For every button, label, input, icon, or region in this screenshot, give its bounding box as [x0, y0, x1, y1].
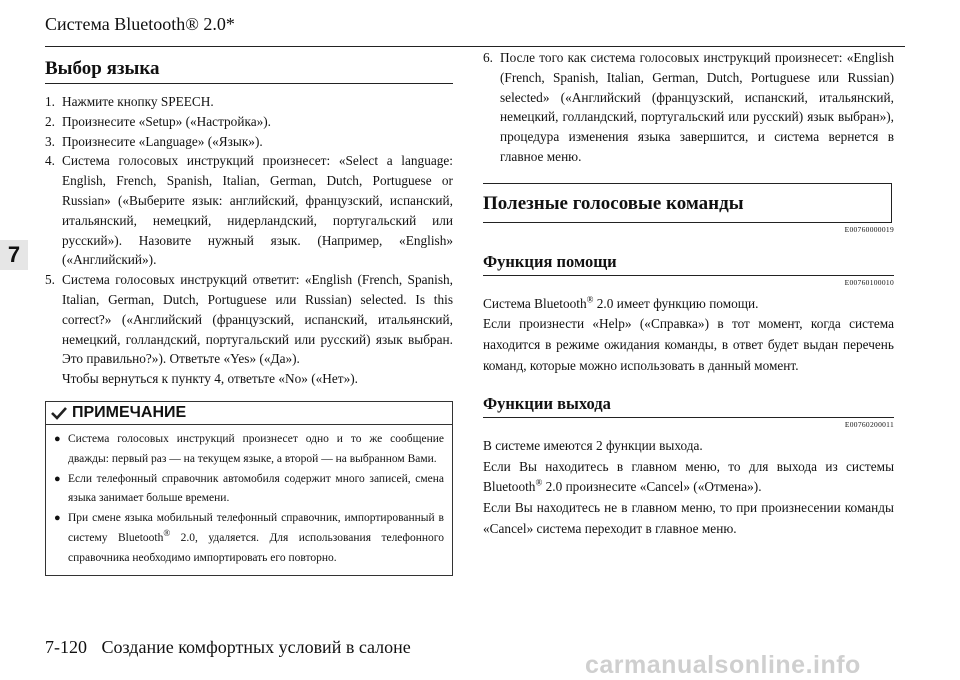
step-item	[45, 132, 453, 152]
step-paragraph: Чтобы вернуться к пункту 4, ответьте «No» («Нет»).	[62, 371, 358, 387]
step-paragraph: Нажмите кнопку SPEECH.	[62, 94, 214, 109]
step-number: 1.	[45, 94, 55, 109]
note-item	[54, 430, 444, 470]
bullet-icon: ●	[54, 432, 61, 445]
reference-code: E00760000019	[844, 224, 894, 234]
step-item	[45, 270, 453, 389]
step-paragraph: Произнесите «Setup» («Настройка»).	[62, 113, 272, 129]
reference-code: E00760200011	[844, 420, 894, 430]
note-header	[46, 402, 452, 425]
right-column	[483, 48, 894, 539]
watermark: carmanualsonline.info	[585, 651, 861, 679]
help-text	[483, 294, 894, 376]
step-paragraph: Произнесите «Language» («Язык»).	[62, 133, 263, 149]
section-divider	[45, 83, 453, 84]
step-item	[45, 112, 453, 132]
note-text: При смене языка мобильный телефонный справочник, импортированный в систему Bluetooth® 2.0, удаляется. Для использования телефонного справочника необходимо импортировать его повторно.	[68, 512, 444, 564]
note-item	[54, 509, 444, 568]
step-text	[62, 151, 453, 270]
bullet-icon: ●	[54, 512, 61, 525]
step-number: 3.	[45, 133, 55, 149]
step-paragraph: Система голосовых инструкций произнесет: «Select a language: English, French, Spanish, Italian, German, Dutch, Portuguese or Russian» («Выберите язык: английский, французский, испанский, итальянский, немецкий, нидерландский, португальский или русский»). Назовите нужный язык. (Например, «English» («Английский»).	[62, 153, 453, 268]
paragraph: В системе имеются 2 функции выхода.	[483, 438, 703, 454]
bullet-icon: ●	[54, 472, 61, 485]
note-label: ПРИМЕЧАНИЕ	[72, 403, 187, 421]
exit-text	[483, 436, 894, 539]
left-column	[45, 54, 453, 576]
footer-chapter-title: Создание комфортных условий в салоне	[101, 637, 411, 657]
page-header-title: Система Bluetooth® 2.0*	[45, 14, 235, 34]
step-number: 6.	[483, 50, 493, 65]
step-number: 5.	[45, 272, 55, 288]
step-number: 4.	[45, 153, 55, 169]
step-text	[62, 112, 453, 132]
subsection-title-help: Функция помощи	[483, 252, 894, 276]
page-number: 7-120	[45, 637, 87, 657]
note-text: Если телефонный справочник автомобиля содержит много записей, смена языка занимает больше времени.	[68, 472, 444, 505]
subsection-title-exit: Функции выхода	[483, 394, 894, 418]
paragraph: Система Bluetooth® 2.0 имеет функцию помощи.	[483, 294, 759, 311]
note-list	[46, 425, 452, 575]
note-box	[45, 401, 453, 576]
step-item	[45, 151, 453, 270]
paragraph: Если Вы находитесь не в главном меню, то при произнесении команды «Cancel» система переходит в главное меню.	[483, 499, 894, 536]
section-title-useful-commands: Полезные голосовые команды	[483, 183, 892, 223]
step-item	[45, 92, 453, 112]
steps-list-continued	[483, 48, 894, 167]
checkmark-icon	[50, 406, 68, 420]
note-item	[54, 470, 444, 510]
paragraph: Если произнести «Help» («Справка») в тот момент, когда система находится в режиме ожидания команды, в ответ будет выдан перечень команд, которые можно использовать в данный момент.	[483, 316, 894, 373]
step-text	[62, 270, 453, 389]
step-item	[483, 48, 894, 167]
paragraph: Если Вы находитесь в главном меню, то для выхода из системы Bluetooth® 2.0 произнесите «Cancel» («Отмена»).	[483, 458, 894, 495]
page-footer	[45, 637, 411, 658]
chapter-tab[interactable]: 7	[0, 240, 28, 270]
steps-list	[45, 92, 453, 389]
step-paragraph: Система голосовых инструкций ответит: «English (French, Spanish, Italian, German, Dutch, Portuguese или Russian) selected. Is this correct?» («Английский (французский, испанский, итальянский, немецкий, голландский, португальский или русский) язык выбран. Это правильно?»). Ответьте «Yes» («Да»).	[62, 272, 453, 367]
step-text: После того как система голосовых инструкций произнесет: «English (French, Spanish, Italian, German, Dutch, Portuguese или Russian) selected» («Английский (французский, испанский, итальянский, немецкий, голландский, португальский или русский) язык выбран»), процедура изменения языка завершится, и система вернется в главное меню.	[500, 50, 894, 164]
step-text	[62, 132, 453, 152]
step-text	[62, 92, 453, 112]
section-title-language: Выбор языка	[45, 58, 160, 79]
header-divider	[45, 46, 905, 47]
note-text: Система голосовых инструкций произнесет одно и то же сообщение дважды: первый раз — на текущем языке, а второй — на выбранном Вами.	[68, 432, 444, 465]
step-number: 2.	[45, 113, 55, 129]
reference-code: E00760100010	[844, 277, 894, 287]
